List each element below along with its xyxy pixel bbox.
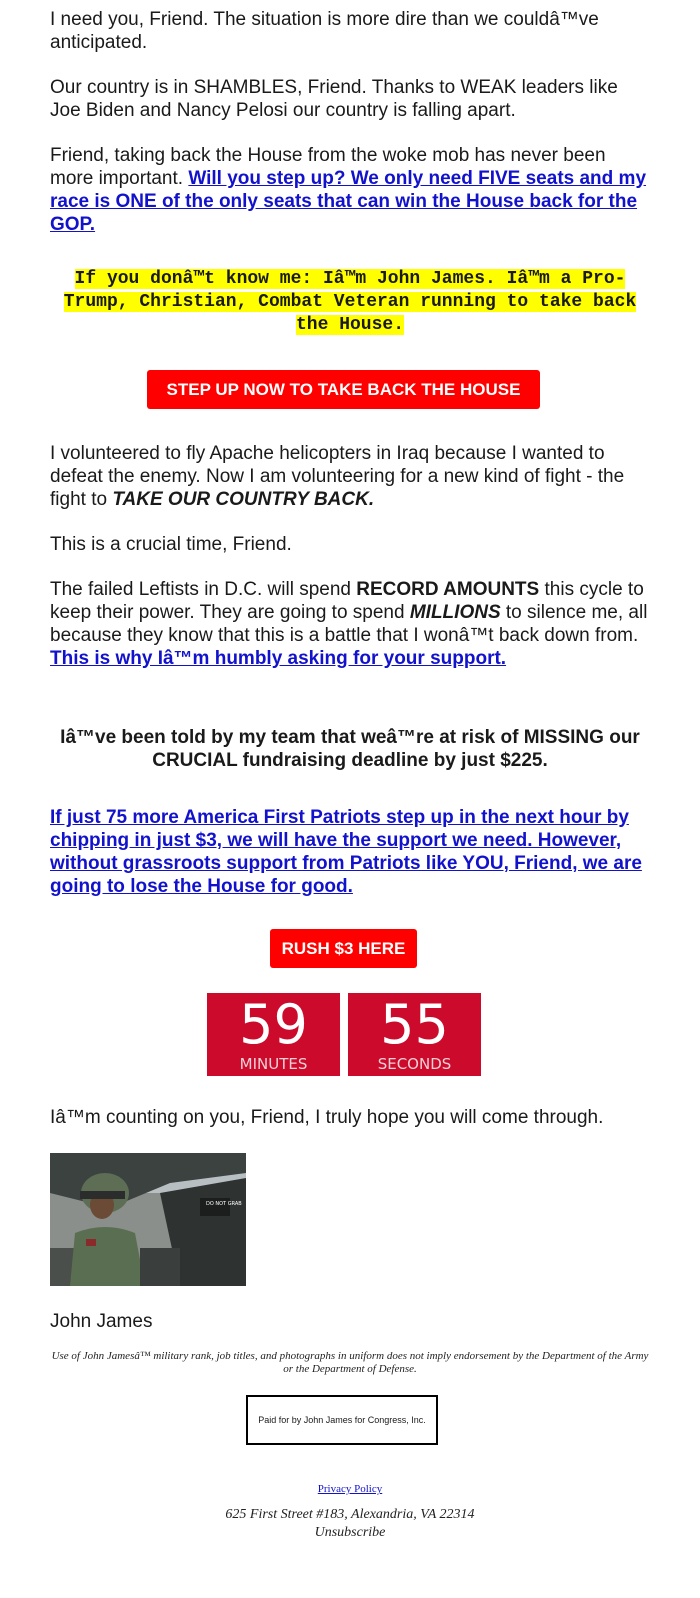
countdown-timer	[207, 993, 481, 1076]
paragraph-shambles: Our country is in SHAMBLES, Friend. Thanks to WEAK leaders like Joe Biden and Nancy Pelosi our country is falling apart.	[50, 77, 618, 121]
patriots-link[interactable]: If just 75 more America First Patriots step up in the next hour by chipping in just $3, we will have the support we need. However, without grassroots support from Patriots like YOU, Friend, we are going to lose the House for good.	[50, 807, 642, 897]
pilot-photo	[50, 1153, 246, 1286]
unsubscribe-link[interactable]: Unsubscribe	[314, 1525, 386, 1540]
mailing-address: 625 First Street #183, Alexandria, VA 22314	[225, 1507, 475, 1522]
photo-label-text: DO NOT GRAB	[206, 1201, 242, 1207]
record-amounts-text: RECORD AMOUNTS	[356, 579, 540, 600]
footer-address-block	[50, 1506, 650, 1542]
paid-for-box	[246, 1395, 438, 1445]
timer-minutes-box	[207, 993, 340, 1076]
military-disclaimer: Use of John Jamesâ™ military rank, job titles, and photographs in uniform does not imply endorsement by the Department of the Army or the Department of Defense.	[51, 1350, 649, 1375]
paragraph-apache-emphasis: TAKE OUR COUNTRY BACK.	[112, 489, 375, 510]
paragraph-apache	[50, 442, 650, 511]
support-link[interactable]: This is why Iâ™m humbly asking for your support.	[50, 648, 507, 669]
millions-text: MILLIONS	[409, 602, 501, 623]
counting-on-you: Iâ™m counting on you, Friend, I truly hope you will come through.	[50, 1107, 604, 1128]
deadline-notice: Iâ™ve been told by my team that weâ™re at risk of MISSING our CRUCIAL fundraising deadline by just $225.	[60, 727, 640, 771]
paragraph-house-text: Friend, taking back the House from the woke mob has never been more important.	[50, 145, 606, 189]
paragraph-house	[50, 144, 650, 236]
paragraph-crucial: This is a crucial time, Friend.	[50, 534, 292, 555]
privacy-policy-link[interactable]: Privacy Policy	[317, 1483, 383, 1495]
paragraph-leftists	[50, 578, 650, 670]
highlight-text: If you donâ™t know me: Iâ™m John James. Iâ™m a Pro-Trump, Christian, Combat Veteran running to take back the House.	[63, 269, 637, 335]
paragraph-leftists-text-a: The failed Leftists in D.C. will spend	[50, 579, 357, 600]
paragraph-leftists-text-c: this cycle to keep their power. They are going to spend	[50, 579, 644, 623]
signature-name: John James	[50, 1311, 153, 1332]
rush-3-button[interactable]: RUSH $3 HERE	[270, 929, 417, 968]
highlight-intro	[50, 268, 650, 337]
patriots-paragraph	[50, 806, 650, 898]
step-up-link[interactable]: Will you step up? We only need FIVE seats and my race is ONE of the only seats that can win the House back for the GOP.	[50, 168, 647, 235]
paragraph-intro: I need you, Friend. The situation is more dire than we couldâ™ve anticipated.	[50, 9, 599, 53]
paid-for-text: Paid for by John James for Congress, Inc.	[258, 1414, 426, 1425]
paragraph-apache-text: I volunteered to fly Apache helicopters in Iraq because I wanted to defeat the enemy. Now I am volunteering for a new kind of fight - the fight to	[50, 443, 625, 510]
timer-seconds-label: SECONDS	[377, 1055, 452, 1073]
timer-seconds-value: 55	[380, 993, 449, 1056]
timer-minutes-value: 59	[239, 993, 308, 1056]
paragraph-leftists-text-e: to silence me, all because they know that this is a battle that I wonâ™t back down from.	[50, 602, 648, 646]
take-back-house-button[interactable]: STEP UP NOW TO TAKE BACK THE HOUSE	[147, 370, 540, 409]
timer-seconds-box	[348, 993, 481, 1076]
timer-minutes-label: MINUTES	[239, 1055, 308, 1073]
privacy-section	[50, 1483, 650, 1495]
